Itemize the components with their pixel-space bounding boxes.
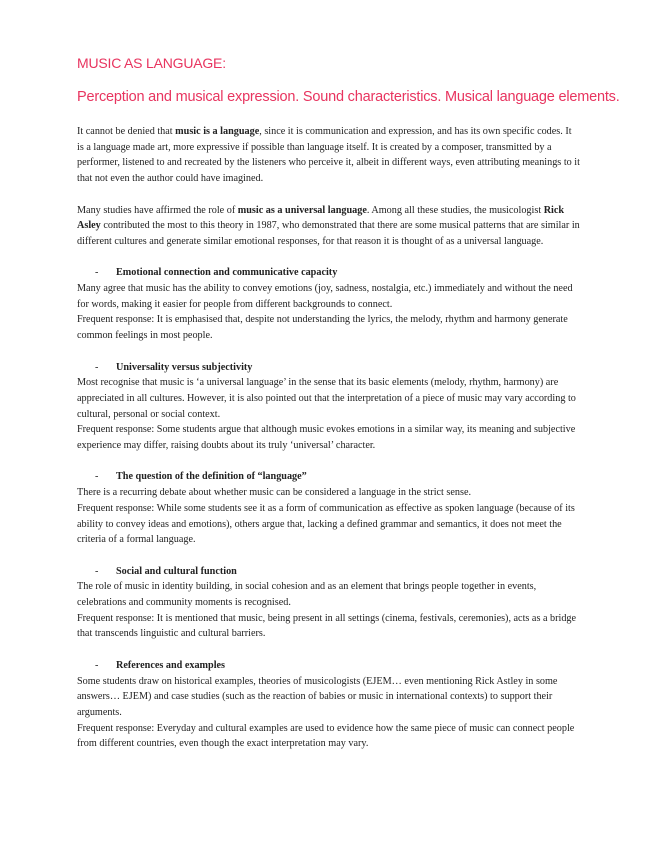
intro-paragraph-2 bbox=[77, 203, 580, 250]
document-body bbox=[77, 124, 580, 768]
text-run: It cannot be denied that bbox=[77, 126, 176, 137]
section-heading-text: Emotional connection and communicative capacity bbox=[116, 267, 338, 279]
section-definition-of-language bbox=[77, 469, 580, 548]
section-heading bbox=[77, 265, 580, 281]
section-heading bbox=[77, 658, 580, 674]
section-text: There is a recurring debate about whether music can be considered a language in the strict sense. bbox=[77, 487, 472, 499]
bold-text-run: music as a universal language bbox=[237, 204, 367, 216]
section-text: Most recognise that music is ‘a universal language’ in the sense that its basic elements (melody, rhythm, harmony) are appreciated in all cultures. However, it is also pointed out that the interpretation of a piece of music may vary according to cultural, personal or social context. bbox=[77, 377, 576, 420]
section-heading-text: Universality versus subjectivity bbox=[116, 361, 253, 373]
section-response: Frequent response: It is mentioned that music, being present in all settings (cinema, festivals, ceremonies), acts as a bridge that transcends linguistic and cultural barriers. bbox=[77, 612, 577, 640]
intro-paragraph-1 bbox=[77, 124, 580, 187]
section-response: Frequent response: Some students argue that although music evokes emotions in a similar way, its meaning and subjective experience may differ, raising doubts about its truly ‘universal’ character. bbox=[77, 424, 576, 452]
section-response: Frequent response: Everyday and cultural examples are used to evidence how the same piece of music can connect people from different countries, even though the exact interpretation may vary. bbox=[77, 722, 575, 750]
section-text: Many agree that music has the ability to convey emotions (joy, sadness, nostalgia, etc.) immediately and without the need for words, making it easier for people from different backgrounds to connect. bbox=[77, 283, 573, 310]
text-run: , since it is communication and expression, and has its own specific codes. It is a language made art, more expressive if possible than language itself. It is created by a composer, transmitted by a performer, listened to and recreated by the listeners who perceive it, albeit in different ways, even attributing meanings to it that not even the author could have imagined. bbox=[77, 126, 580, 185]
document-subtitle: Perception and musical expression. Sound characteristics. Musical language elements. bbox=[77, 89, 620, 105]
section-heading bbox=[77, 469, 580, 485]
section-social-cultural-function bbox=[77, 564, 580, 643]
section-heading-text: References and examples bbox=[116, 659, 226, 671]
section-heading-text: Social and cultural function bbox=[116, 565, 237, 577]
section-emotional-connection bbox=[77, 265, 580, 344]
section-universality bbox=[77, 360, 580, 454]
document-title: MUSIC AS LANGUAGE: bbox=[77, 55, 226, 71]
list-dash: - bbox=[95, 659, 99, 671]
text-run: contributed the most to this theory in 1987, who demonstrated that there are some musical patterns that are similar in different cultures and generate similar emotional responses, for that reason it is thought of as a universal language. bbox=[77, 220, 580, 247]
section-response: Frequent response: It is emphasised that, despite not understanding the lyrics, the melody, rhythm and harmony generate common feelings in most people. bbox=[77, 314, 568, 342]
section-text: The role of music in identity building, in social cohesion and as an element that brings people together in events, celebrations and community moments is recognised. bbox=[77, 581, 537, 609]
list-dash: - bbox=[95, 267, 99, 279]
text-run: Many studies have affirmed the role of bbox=[77, 204, 238, 216]
text-run: . Among all these studies, the musicologist bbox=[366, 204, 544, 216]
section-heading bbox=[77, 564, 580, 580]
section-text: Some students draw on historical examples, theories of musicologists (EJEM… even mentioning Rick Astley in some answers… EJEM) and case studies (such as the reaction of babies or music in international contexts) to support their arguments. bbox=[77, 675, 558, 718]
section-references-examples bbox=[77, 658, 580, 752]
section-response: Frequent response: While some students see it as a form of communication as effective as spoken language (because of its ability to convey ideas and emotions), others argue that, lacking a defined grammar and semantics, it does not meet the criteria of a formal language. bbox=[77, 502, 575, 546]
section-heading bbox=[77, 360, 580, 376]
bold-text-run: Rick Asley bbox=[77, 204, 565, 232]
bold-text-run: music is a language bbox=[175, 126, 260, 137]
list-dash: - bbox=[95, 361, 99, 373]
list-dash: - bbox=[95, 471, 99, 483]
section-heading-text: The question of the definition of “language” bbox=[116, 471, 307, 483]
list-dash: - bbox=[95, 565, 99, 577]
